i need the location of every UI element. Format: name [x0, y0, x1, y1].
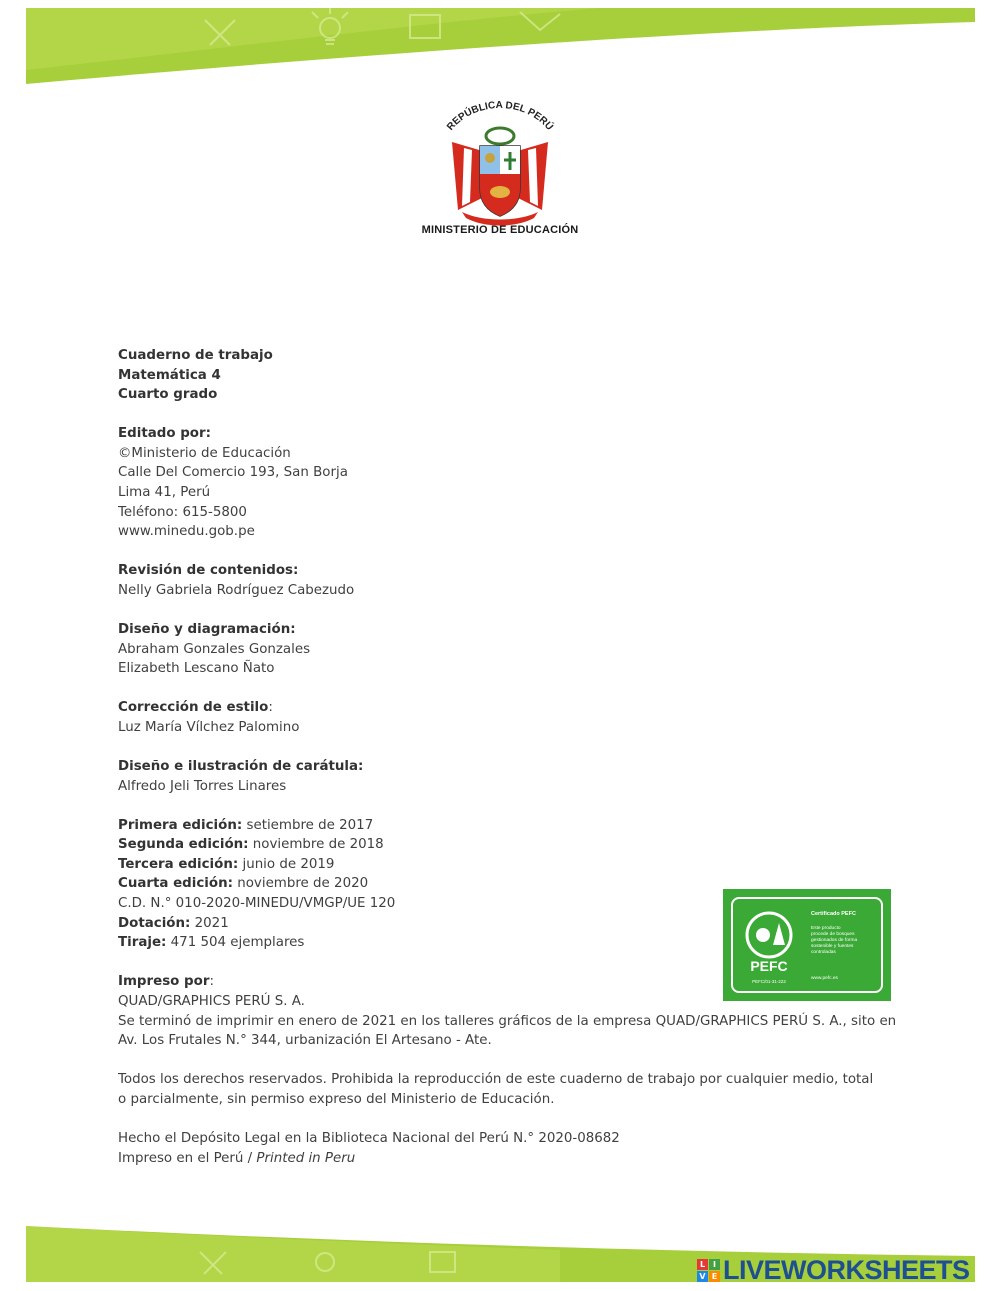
edition-label: Cuarta edición:	[118, 876, 233, 892]
edition-date: setiembre de 2017	[242, 817, 374, 833]
print-info-line: Av. Los Frutales N.° 344, urbanización El Artesano - Ate.	[118, 1033, 492, 1049]
publisher-address: Calle Del Comercio 193, San Borja	[118, 465, 348, 481]
edition-label: Segunda edición:	[118, 837, 249, 853]
legal-deposit: Hecho el Depósito Legal en la Biblioteca Nacional del Perú N.° 2020-08682	[118, 1130, 620, 1146]
rights-line: o parcialmente, sin permiso expreso del Ministerio de Educación.	[118, 1091, 555, 1107]
edition-line	[118, 816, 898, 836]
logo-letter: L	[697, 1259, 708, 1270]
logo-letter: I	[709, 1259, 720, 1270]
reviewer-name: Nelly Gabriela Rodríguez Cabezudo	[118, 582, 355, 598]
svg-text:REPÚBLICA DEL PERÚ: REPÚBLICA DEL PERÚ	[445, 99, 555, 133]
pefc-desc: controladas	[811, 950, 836, 955]
design-label: Diseño y diagramación:	[118, 622, 296, 638]
style-correction-heading	[118, 698, 898, 718]
style-correction-colon: :	[268, 700, 273, 716]
review-label: Revisión de contenidos:	[118, 563, 299, 579]
edition-label: Tercera edición:	[118, 856, 239, 872]
publisher-phone: Teléfono: 615-5800	[118, 504, 247, 520]
liveworksheets-logo-squares	[697, 1259, 720, 1282]
pefc-desc: gestionados de forma	[811, 938, 858, 943]
cd-number: C.D. N.° 010-2020-MINEDU/VMGP/UE 120	[118, 896, 396, 912]
cover-artist-name: Alfredo Jeli Torres Linares	[118, 778, 287, 794]
pefc-url: www.pefc.es	[811, 976, 838, 981]
rights-line: Todos los derechos reservados. Prohibida la reproducción de este cuaderno de trabajo por cualquier medio, total	[118, 1072, 874, 1088]
book-grade: Cuarto grado	[118, 387, 218, 403]
edition-date: noviembre de 2020	[232, 876, 369, 892]
pefc-desc: procede de bosques	[811, 932, 855, 937]
pefc-certification-badge	[723, 889, 891, 1001]
dotacion-value: 2021	[190, 915, 229, 931]
pefc-desc: sostenible y fuentes	[811, 944, 854, 949]
printer-name: QUAD/GRAPHICS PERÚ S. A.	[118, 993, 305, 1009]
cover-label: Diseño e ilustración de carátula:	[118, 759, 364, 774]
book-title: Cuaderno de trabajo	[118, 348, 273, 363]
ministry-name: MINISTERIO DE EDUCACIÓN	[421, 224, 579, 236]
tiraje-label: Tiraje:	[118, 935, 167, 951]
pefc-code: PEFC/01-31-222	[752, 979, 786, 984]
pefc-brand: PEFC	[750, 958, 788, 974]
printed-by-colon: :	[209, 974, 214, 990]
edition-line	[118, 855, 898, 875]
tiraje-value: 471 504 ejemplares	[166, 935, 305, 951]
printed-in-line	[118, 1149, 898, 1169]
pefc-desc: Este producto	[811, 926, 841, 931]
header-green-band	[0, 0, 1000, 90]
pefc-certified: Certificado PEFC	[811, 911, 856, 917]
publisher-city: Lima 41, Perú	[118, 485, 211, 501]
book-subject: Matemática 4	[118, 367, 221, 383]
designer-name: Elizabeth Lescano Ñato	[118, 661, 275, 677]
designer-name: Abraham Gonzales Gonzales	[118, 641, 311, 657]
edited-by-label: Editado por:	[118, 426, 211, 442]
logo-letter: E	[709, 1271, 720, 1282]
credits-page-content	[118, 346, 898, 1168]
liveworksheets-logo[interactable]	[697, 1256, 970, 1284]
printed-by-label: Impreso por	[118, 974, 210, 990]
edition-date: noviembre de 2018	[248, 837, 384, 853]
publisher-website: www.minedu.gob.pe	[118, 524, 255, 540]
style-correction-label: Corrección de estilo	[118, 700, 269, 716]
edition-date: junio de 2019	[238, 856, 335, 872]
style-editor-name: Luz María Vílchez Palomino	[118, 719, 300, 735]
edition-label: Primera edición:	[118, 817, 243, 833]
dotacion-label: Dotación:	[118, 915, 191, 931]
liveworksheets-logo-text: LIVEWORKSHEETS	[723, 1254, 970, 1285]
print-info-line: Se terminó de imprimir en enero de 2021 en los talleres gráficos de la empresa QUAD/GRAPHICS PERÚ S. A., sito en	[118, 1013, 897, 1029]
printed-in-es: Impreso en el Perú /	[118, 1150, 257, 1166]
publisher: ©Ministerio de Educación	[118, 445, 291, 461]
printed-in-en: Printed in Peru	[256, 1150, 356, 1166]
logo-letter: V	[697, 1271, 708, 1282]
edition-line	[118, 835, 898, 855]
